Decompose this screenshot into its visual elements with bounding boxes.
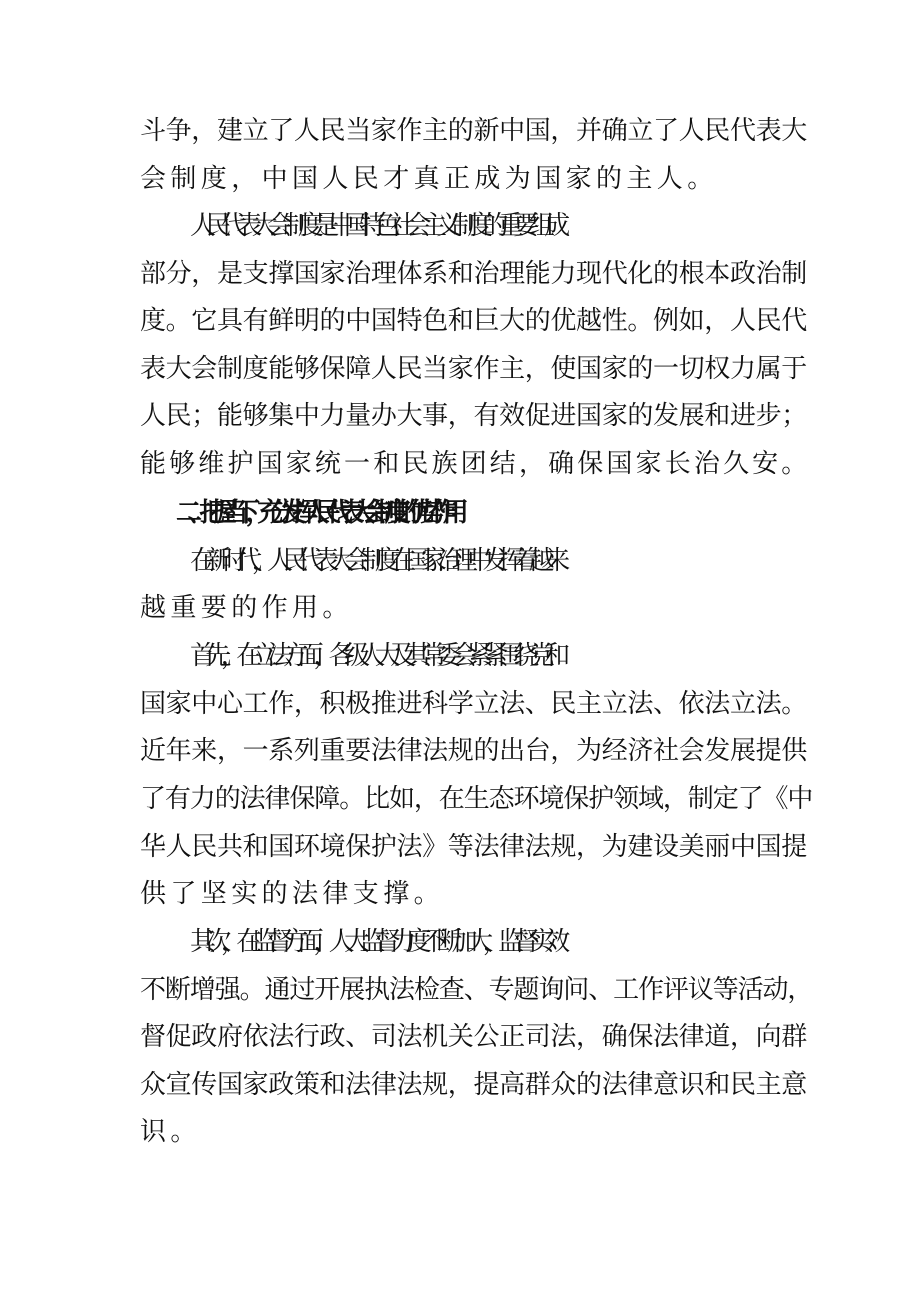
paragraph-5-line-3: 督促政府依法行政、司法机关公正司法，确保法律道，向群 [140, 1022, 807, 1052]
paragraph-5-line-1: 其次，在监督方面，人大监督力度不断加大，监督实效 [190, 927, 560, 957]
paragraph-2-line-4: 表大会制度能够保障人民当家作主，使国家的一切权力属于 [140, 354, 807, 384]
paragraph-2-line-3: 度。它具有鲜明的中国特色和巨大的优越性。例如，人民代 [140, 306, 807, 336]
paragraph-3-line-1: 在新时代，人民代表大会制度在国家治理中发挥着越来 [190, 546, 560, 576]
paragraph-3-line-2: 越重要的作用。 [140, 593, 353, 623]
paragraph-4-line-6: 供了坚实的法律支撑。 [140, 879, 445, 909]
paragraph-5-line-5: 识。 [140, 1117, 201, 1147]
paragraph-2-line-5: 人民；能够集中力量办大事，有效促进国家的发展和进步； [140, 401, 807, 431]
paragraph-5-line-4: 众宣传国家政策和法律法规，提高群众的法律意识和民主意 [140, 1070, 807, 1100]
paragraph-4-line-5: 华人民共和国环境保护法》等法律法规，为建设美丽中国提 [140, 832, 807, 862]
section-heading-2: 二、把握当下，充分发挥人民代表大会制度的优势作用 [176, 498, 455, 528]
paragraph-2-line-1: 人民代表大会制度是中国特色社会主义制度的重要组成 [190, 211, 560, 241]
paragraph-1-line-2: 会制度，中国人民才真正成为国家的主人。 [140, 164, 718, 194]
paragraph-4-line-1: 首先，在立法方面，各级人大及其常委会紧紧围绕党和 [190, 641, 560, 671]
paragraph-4-line-4: 了有力的法律保障。比如，在生态环境保护领域，制定了《中 [140, 784, 813, 814]
paragraph-1-line-1: 斗争，建立了人民当家作主的新中国，并确立了人民代表大 [140, 116, 807, 146]
paragraph-5-line-2: 不断增强。通过开展执法检查、专题询问、工作评议等活动， [140, 975, 813, 1005]
paragraph-2-line-6: 能够维护国家统一和民族团结，确保国家长治久安。 [140, 449, 811, 479]
paragraph-4-line-3: 近年来，一系列重要法律法规的出台，为经济社会发展提供 [140, 736, 807, 766]
paragraph-2-line-2: 部分，是支撑国家治理体系和治理能力现代化的根本政治制 [140, 259, 807, 289]
paragraph-4-line-2: 国家中心工作，积极推进科学立法、民主立法、依法立法。 [140, 689, 807, 719]
